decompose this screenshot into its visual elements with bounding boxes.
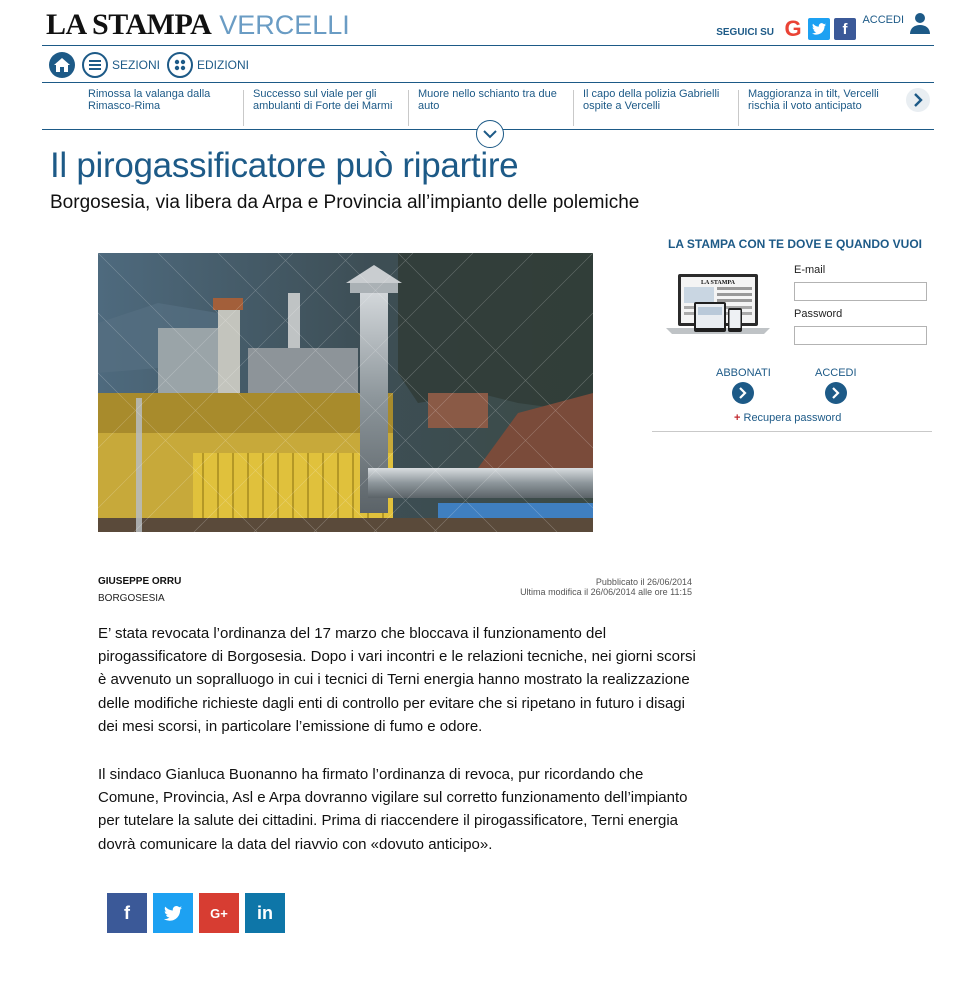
twitter-icon	[164, 906, 182, 921]
site-logo[interactable]	[46, 8, 350, 42]
share-bar	[107, 893, 285, 933]
facebook-icon[interactable]: f	[834, 18, 856, 40]
login-button-label: ACCEDI	[815, 367, 857, 379]
sections-label: SEZIONI	[112, 57, 161, 72]
editions-menu-button[interactable]	[167, 52, 249, 78]
share-facebook-button[interactable]	[107, 893, 147, 933]
login-button[interactable]	[815, 367, 857, 404]
subscribe-button[interactable]	[716, 367, 771, 404]
sections-menu-button[interactable]	[82, 52, 160, 78]
share-twitter-button[interactable]	[153, 893, 193, 933]
city-edition-name: VERCELLI	[219, 10, 350, 40]
share-googleplus-button[interactable]	[199, 893, 239, 933]
grid-icon	[167, 52, 193, 78]
password-label: Password	[794, 308, 843, 320]
recover-password-link[interactable]	[734, 412, 841, 424]
linkedin-icon: in	[257, 902, 273, 923]
arrow-right-icon	[825, 382, 847, 404]
article-paragraph: Il sindaco Gianluca Buonanno ha firmato l’ordinanza di revoca, pur ricordando che Comune, Provincia, Asl e Arpa dovranno vigilare sul corretto funzionamento dell’impianto per tutelare la salute dei cittadini. Prima di riaccendere il pirogassificatore, Terni energia dovrà comunicare la data del riavvio con «dovuto anticipo».	[98, 766, 688, 853]
editions-label: EDIZIONI	[197, 57, 250, 72]
ticker-divider	[408, 90, 409, 126]
arrow-right-icon	[732, 382, 754, 404]
ticker-divider	[243, 90, 244, 126]
ticker-divider	[573, 90, 574, 126]
article-title: Il pirogassificatore può ripartire	[50, 146, 519, 185]
article-location: BORGOSESIA	[98, 593, 165, 604]
user-icon[interactable]	[910, 12, 930, 34]
ticker-divider	[738, 90, 739, 126]
ticker-item[interactable]: Il capo della polizia Gabrielli ospite a Vercelli	[583, 88, 720, 112]
news-ticker	[42, 84, 934, 130]
devices-illustration	[664, 272, 774, 338]
modified-date: Ultima modifica il 26/06/2014 alle ore 11:15	[520, 587, 692, 597]
home-icon	[54, 58, 70, 72]
subscription-box	[652, 232, 932, 432]
subscribe-label: ABBONATI	[716, 367, 771, 379]
ticker-item[interactable]: Successo sul viale per gli ambulanti di Forte dei Marmi	[253, 88, 393, 112]
chevron-right-icon	[913, 93, 923, 107]
follow-label: SEGUICI SU	[716, 26, 774, 38]
menu-icon	[82, 52, 108, 78]
social-follow	[716, 18, 856, 40]
recover-password-label: Recupera password	[743, 412, 842, 424]
promo-title: LA STAMPA CON TE DOVE E QUANDO VUOI	[668, 237, 923, 251]
google-icon[interactable]: G	[782, 18, 804, 40]
password-field[interactable]	[794, 326, 927, 345]
email-label: E-mail	[794, 264, 826, 276]
ticker-item[interactable]: Muore nello schianto tra due auto	[418, 88, 557, 112]
share-linkedin-button[interactable]	[245, 893, 285, 933]
published-date: Pubblicato il 26/06/2014	[595, 577, 692, 587]
plus-sign: +	[734, 412, 741, 424]
main-nav	[42, 47, 934, 83]
ticker-expand-button[interactable]	[476, 120, 504, 148]
site-header	[42, 4, 934, 46]
ticker-item[interactable]: Maggioranza in tilt, Vercelli rischia il voto anticipato	[748, 88, 879, 112]
email-field[interactable]	[794, 282, 927, 301]
home-button[interactable]	[49, 52, 75, 78]
device-brand: LA STAMPA	[701, 280, 735, 286]
ticker-next-button[interactable]	[906, 88, 930, 112]
article-subtitle: Borgosesia, via libera da Arpa e Provincia all’impianto delle polemiche	[50, 192, 640, 213]
googleplus-icon: G+	[210, 905, 228, 921]
twitter-icon[interactable]	[808, 18, 830, 40]
article-photo	[98, 253, 593, 532]
article-paragraph: E’ stata revocata l’ordinanza del 17 marzo che bloccava il funzionamento del pirogassificatore di Borgosesia. Dopo i vari incontri e le relazioni tecniche, nei giorni scorsi è avvenuto un sopralluogo in cui i tecnici di Terni energia hanno mostrato la realizzazione delle modifiche richieste dagli enti di controllo per evitare che si ripetano in futuro i disagi dei mesi scorsi, in particolare l’emissione di fumo e odore.	[98, 625, 696, 735]
facebook-icon: f	[124, 902, 130, 923]
login-link[interactable]: ACCEDI	[862, 14, 904, 26]
article-author: GIUSEPPE ORRU	[98, 576, 182, 587]
brand-name: LA STAMPA	[46, 8, 212, 41]
chevron-down-icon	[483, 130, 497, 139]
ticker-item[interactable]: Rimossa la valanga dalla Rimasco-Rima	[88, 88, 211, 112]
